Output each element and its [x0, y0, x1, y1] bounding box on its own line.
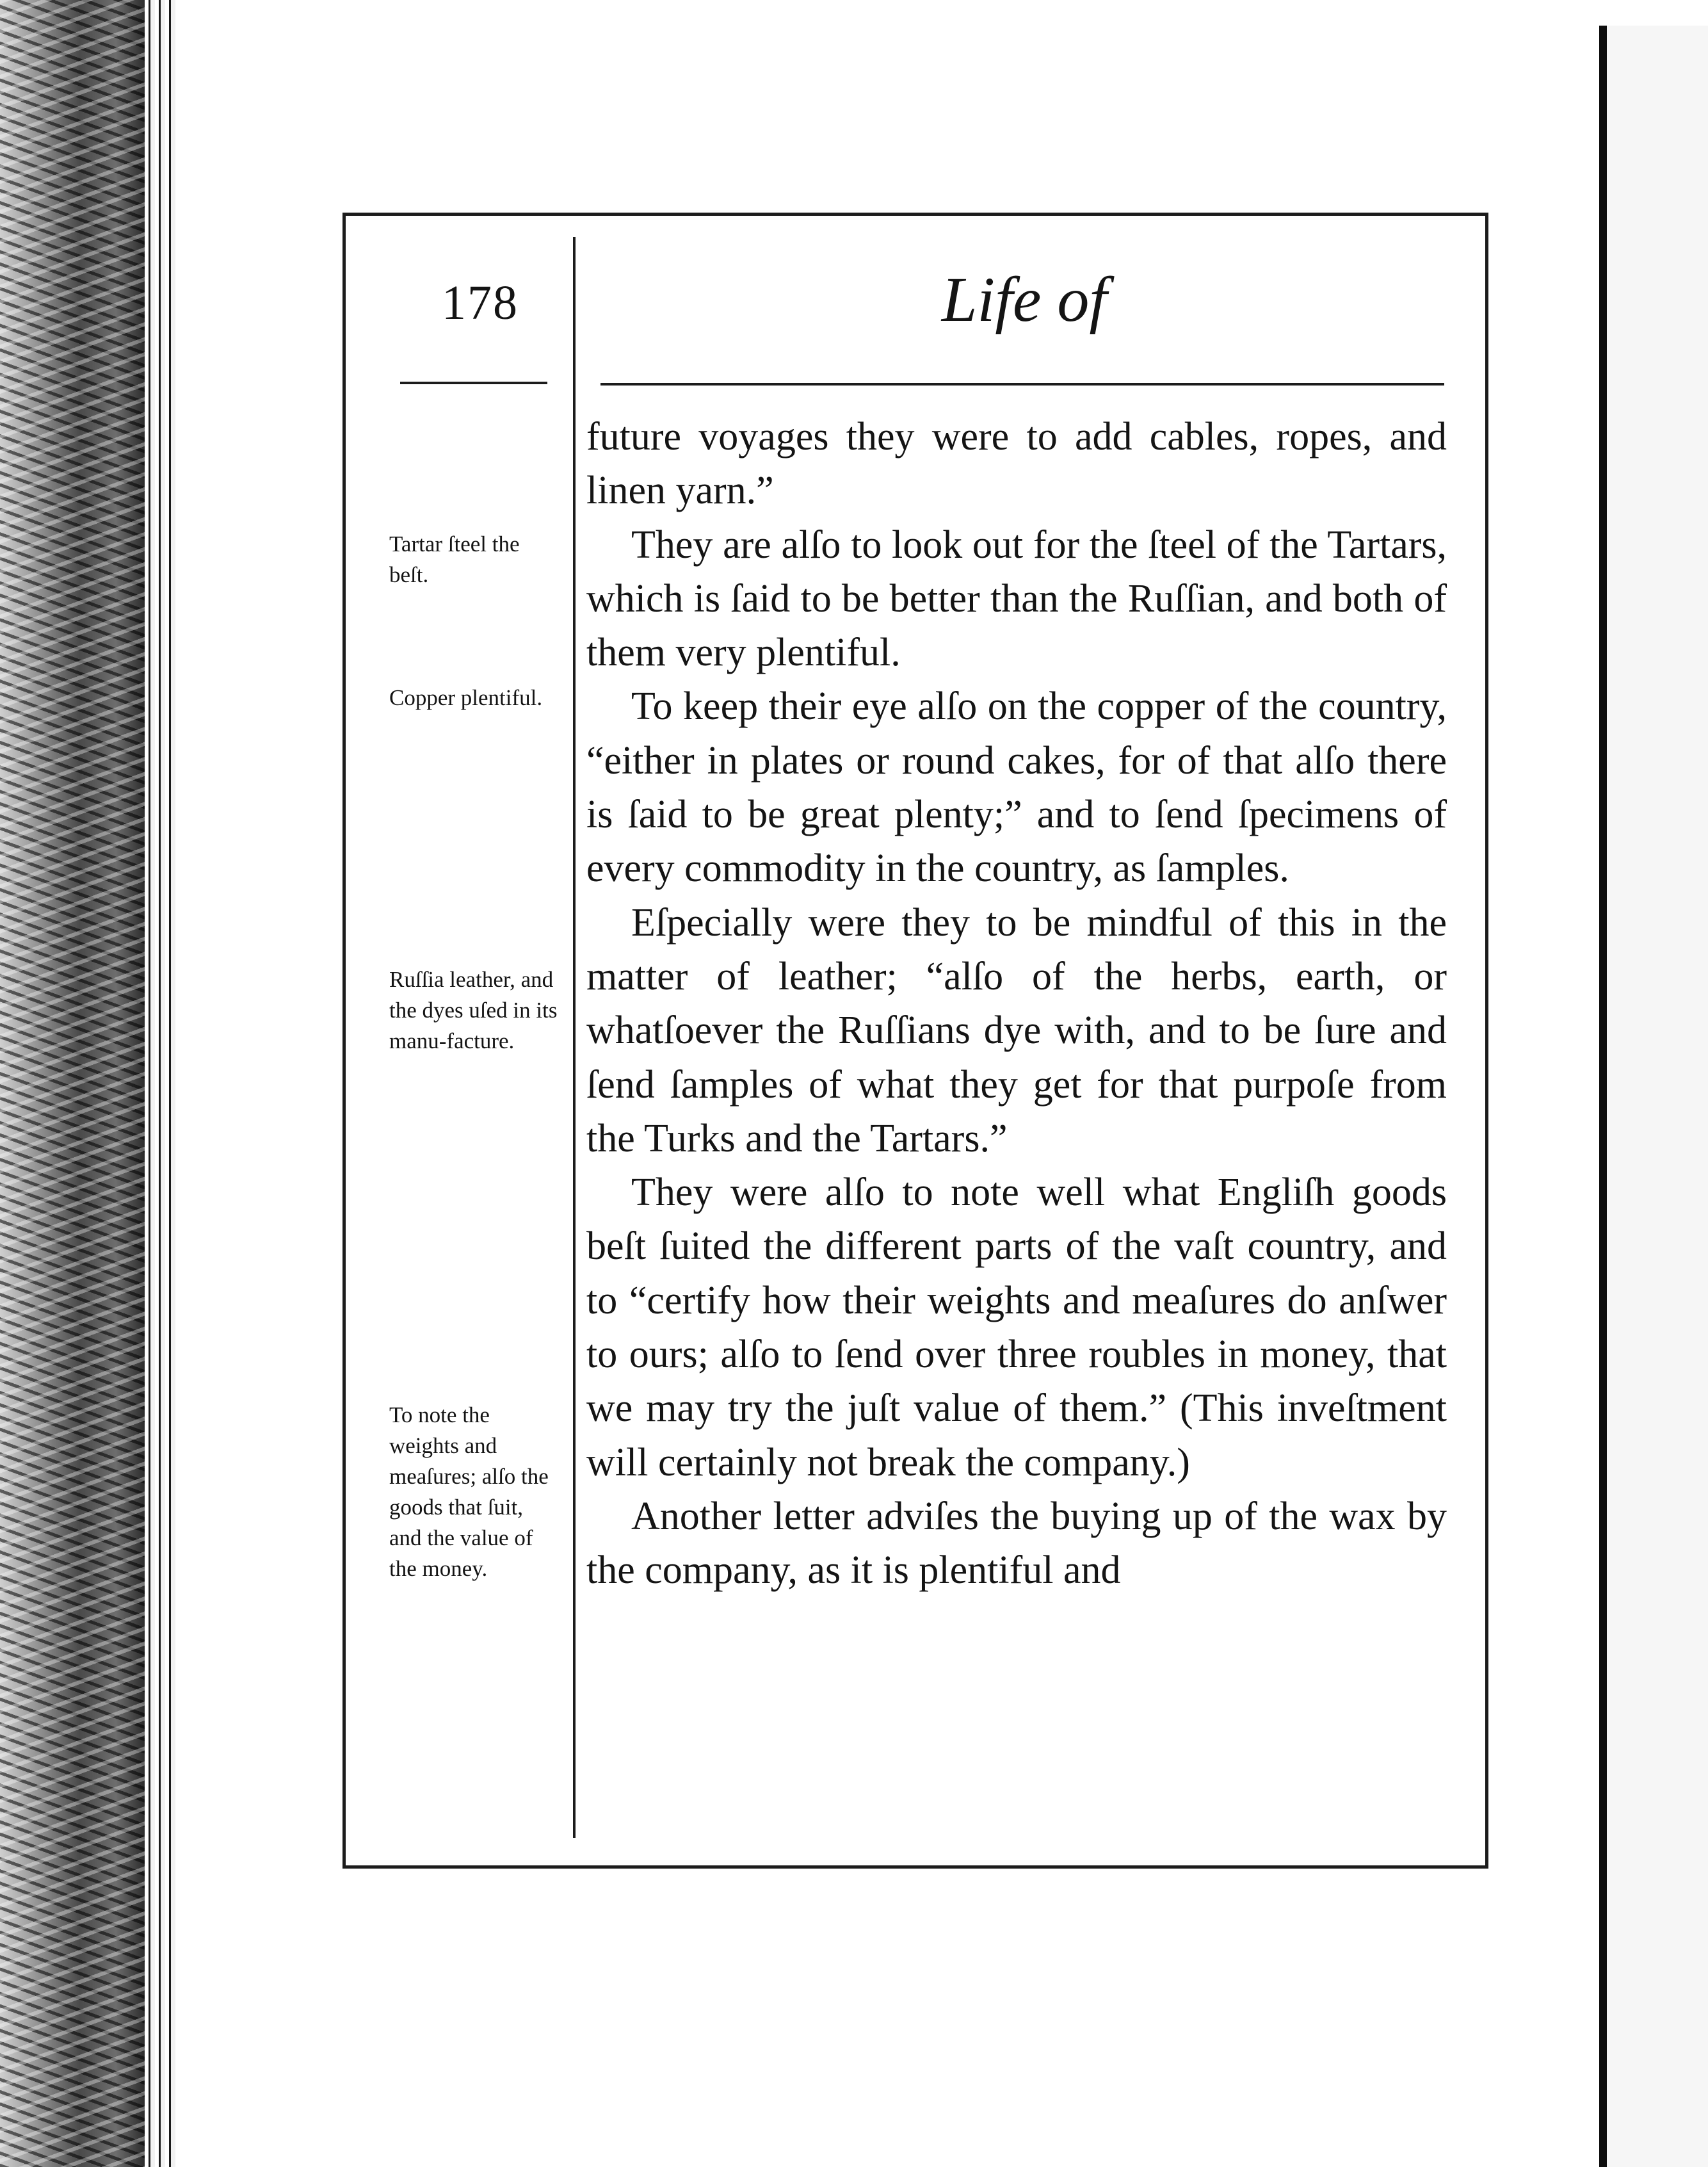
paragraph: To keep their eye alſo on the copper of the country, “either in plates or round cakes, for of that alſo there is ſaid to be great plenty;” and to ſend ſpecimens of every commodity in the country, as ſamples.	[586, 685, 1447, 891]
book-gutter	[145, 0, 175, 2167]
marbled-endpaper	[0, 0, 145, 2167]
margin-note-russia-leather: Ruſſia leather, and the dyes uſed in its manu-facture.	[389, 967, 558, 1053]
facing-page-edge	[1599, 26, 1708, 2167]
body-text	[586, 410, 1447, 1598]
margin-column-divider	[573, 237, 576, 1838]
header-rule-right	[600, 383, 1444, 386]
running-title: Life of	[941, 264, 1108, 335]
page-number: 178	[442, 276, 519, 330]
paragraph: Eſpecially were they to be mindful of this in the matter of leather; “alſo of the herbs, earth, or whatſoever the Ruſſians dye with, and to be ſure and ſend ſamples of what they get for that purpoſe from the Turks and the Tartars.”	[586, 900, 1447, 1160]
margin-note-copper: Copper plentiful.	[389, 685, 543, 710]
margin-note-weights-measures: To note the weights and meaſures; alſo the goods that ſuit, and the value of the money.	[389, 1402, 549, 1581]
paragraph: future voyages they were to add cables, ropes, and linen yarn.”	[586, 415, 1447, 513]
paragraph: They are alſo to look out for the ſteel of the Tartars, which is ſaid to be better than the Ruſſian, and both of them very plentiful.	[586, 523, 1447, 675]
paragraph: They were alſo to note well what Engliſh goods beſt ſuited the different parts of the vaſt country, and to “certify how their weights and meaſures do anſwer to ours; alſo to ſend over three roubles in money, that we may try the juſt value of them.” (This inveſtment will certainly not break the company.)	[586, 1171, 1447, 1484]
header-rule-left	[400, 382, 547, 384]
paragraph: Another letter adviſes the buying up of the wax by the company, as it is plentiful and	[586, 1494, 1447, 1593]
margin-note-tartar-steel: Tartar ſteel the beſt.	[389, 532, 520, 587]
